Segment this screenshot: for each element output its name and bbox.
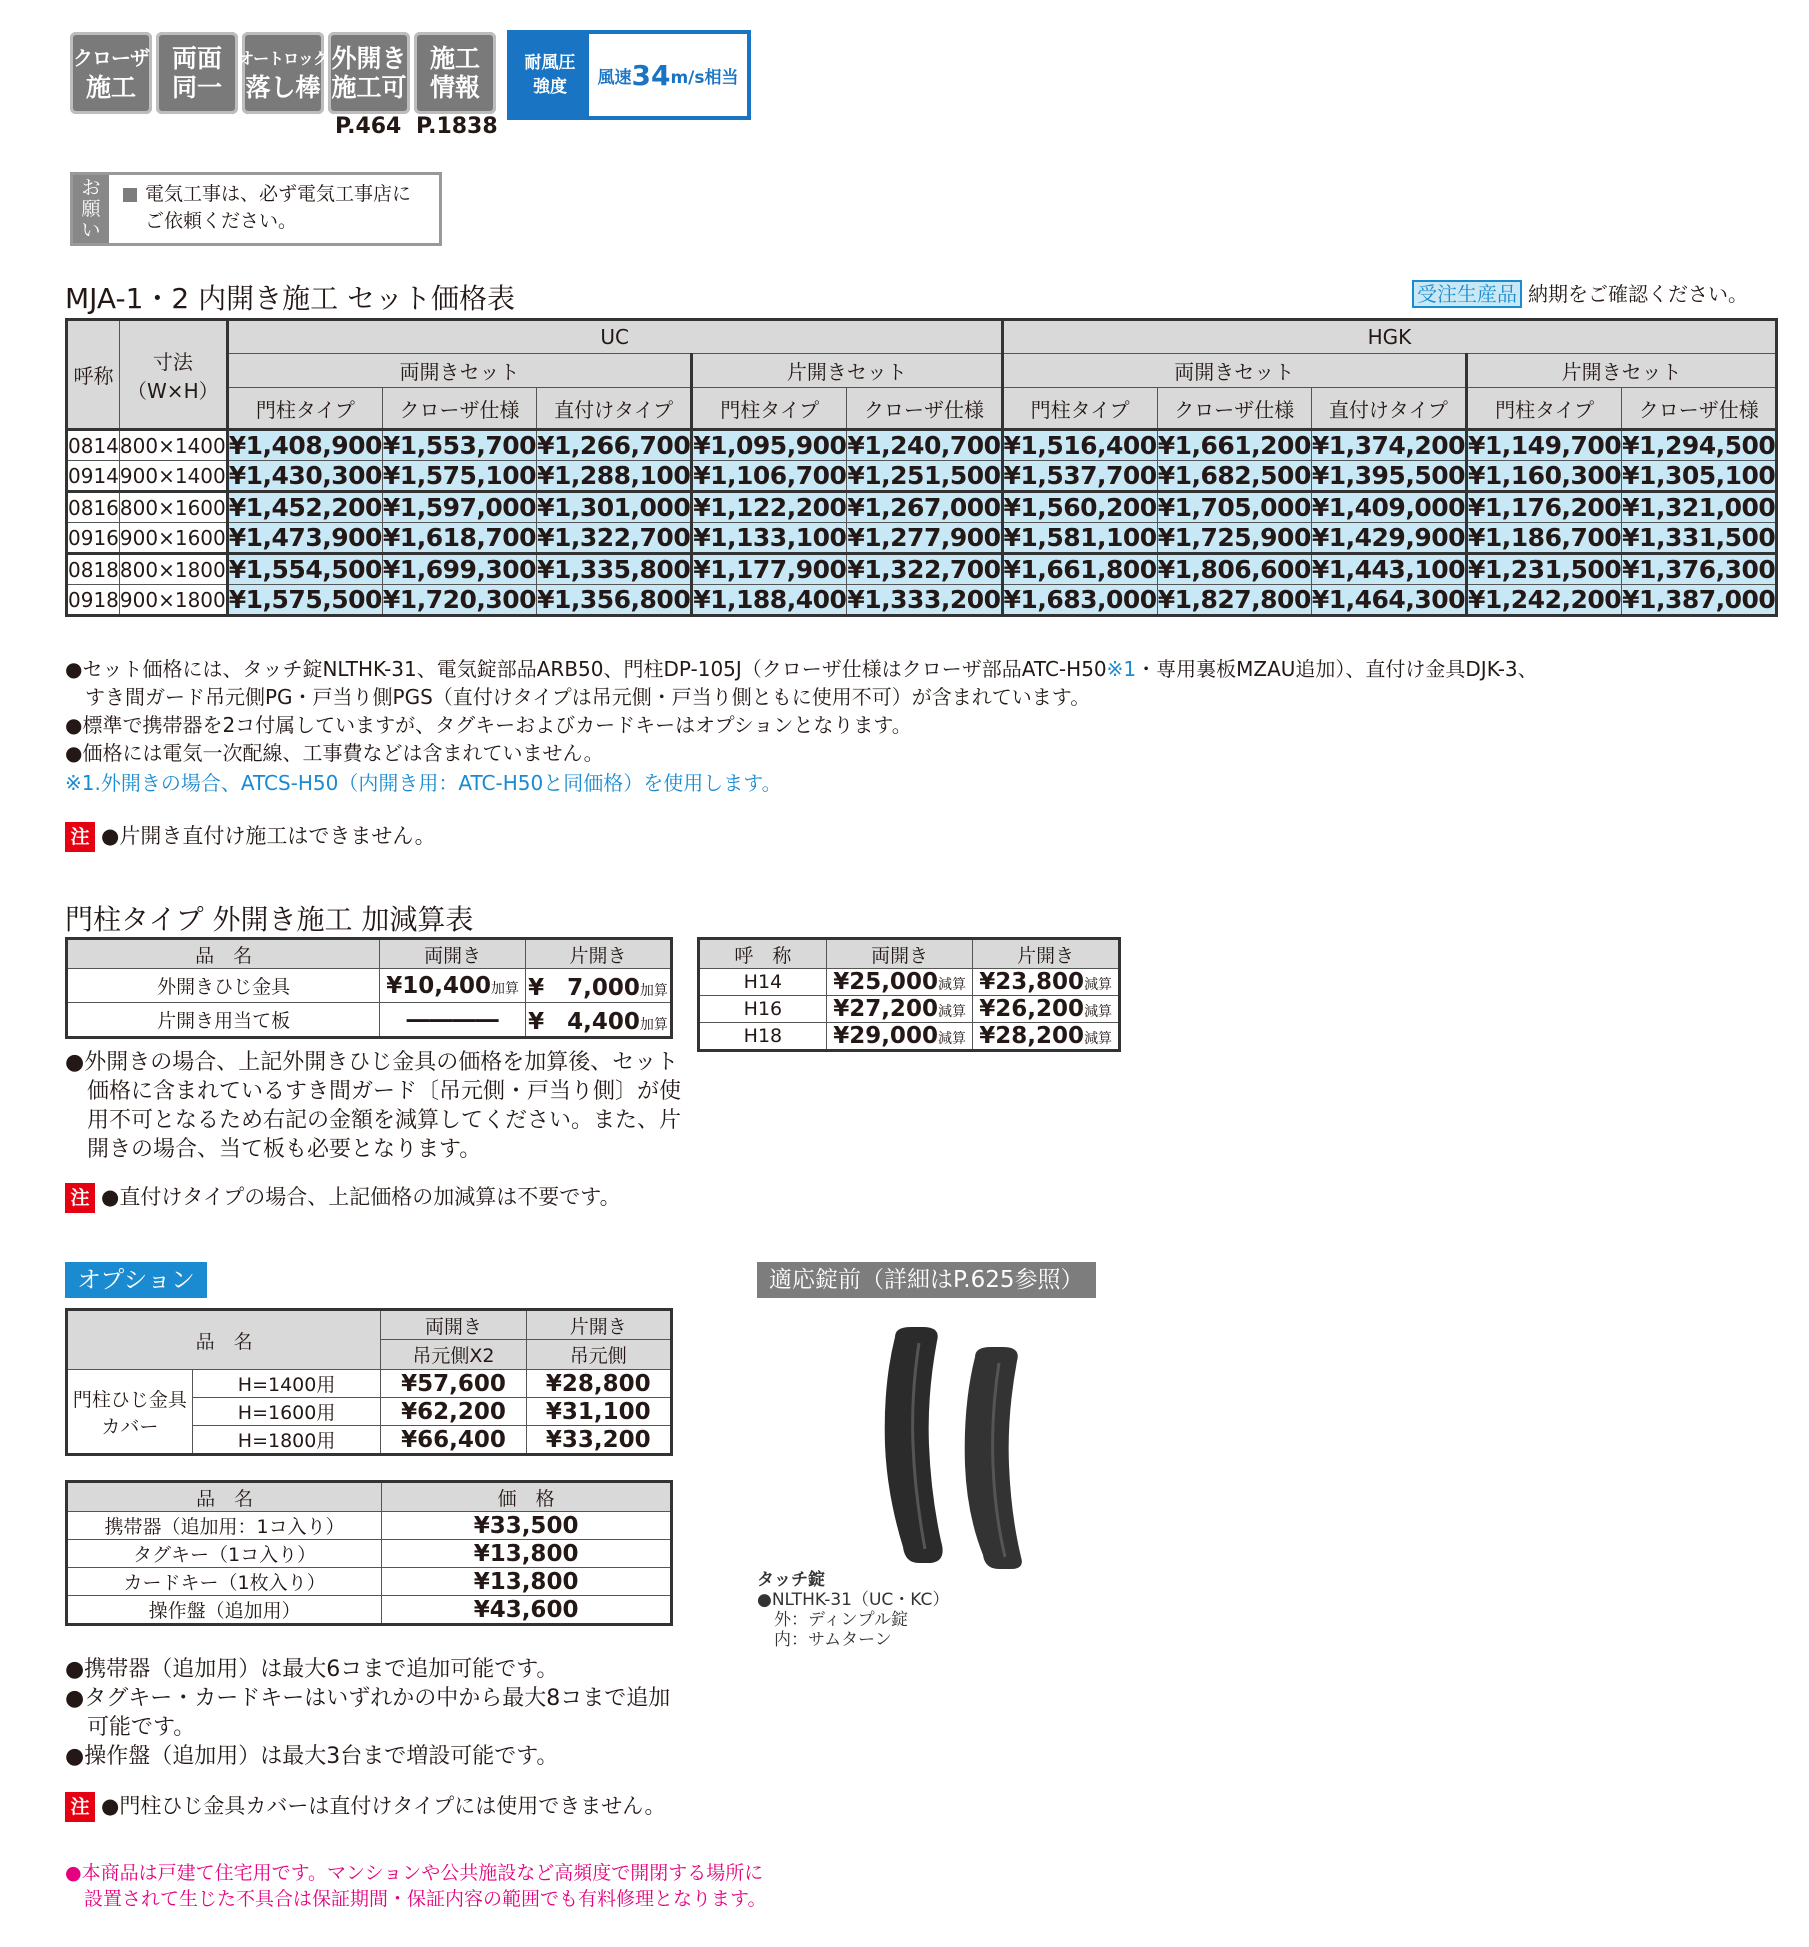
price-cell: ¥1,720,300 — [382, 585, 537, 614]
row-size: 900×1600 — [119, 523, 227, 554]
row-code: 0816 — [67, 492, 120, 523]
badge-both-sides: 両面 同一 — [156, 32, 238, 114]
price-cell: ¥1,095,900 — [693, 431, 847, 460]
header-uc: UC — [227, 320, 1002, 354]
table-row — [67, 1540, 672, 1568]
header-type: 門柱タイプ — [1002, 388, 1157, 430]
price-cell: ¥ 7,000加算 — [526, 969, 672, 1003]
price-cell: ¥13,800 — [382, 1568, 672, 1596]
price-cell: ¥29,000減算 — [826, 1023, 973, 1051]
set-price-table — [65, 318, 1778, 617]
price-cell: ¥1,473,900 — [228, 523, 382, 552]
request-notice — [70, 172, 442, 246]
price-cell: ¥1,554,500 — [228, 555, 382, 584]
option-cover-table: 品 名 両開き 片開き 吊元側X2 吊元側 門柱ひじ金具 カバー H=1400用 ¥57,600 ¥28,800 H=1600用 ¥62,200 ¥31,100 H=1800用 ¥66,400 ¥33,200 — [65, 1308, 673, 1456]
wind-resistance-badge — [507, 30, 751, 120]
cover-name: 門柱ひじ金具 カバー — [67, 1370, 193, 1455]
request-tag: お 願 い — [73, 175, 109, 243]
price-cell: ¥1,806,600 — [1157, 555, 1311, 584]
adjustment-table-title: 門柱タイプ 外開き施工 加減算表 — [65, 903, 474, 936]
header-uc-double: 両開きセット — [227, 354, 691, 388]
header-name: 呼称 — [67, 320, 120, 430]
price-cell: ¥1,661,200 — [1157, 431, 1311, 460]
price-cell: ¥1,699,300 — [382, 555, 537, 584]
price-cell: ¥1,149,700 — [1468, 431, 1622, 460]
price-cell: ¥1,553,700 — [382, 431, 537, 460]
price-cell: ¥25,000減算 — [826, 969, 973, 996]
header-hgk-single: 片開きセット — [1467, 354, 1777, 388]
price-cell: ¥1,242,200 — [1468, 585, 1622, 614]
price-cell: ¥1,376,300 — [1622, 555, 1776, 584]
price-cell: ¥26,200減算 — [973, 996, 1120, 1023]
price-cell: ¥1,335,800 — [537, 555, 691, 584]
price-cell: ¥1,106,700 — [693, 461, 847, 490]
made-to-order-badge: 受注生産品 — [1412, 280, 1522, 308]
header-type: 直付けタイプ — [1311, 388, 1466, 430]
price-cell: ¥1,322,700 — [537, 523, 691, 552]
adjustment-left-table: 品 名 両開き 片開き 外開きひじ金具 ¥10,400加算 ¥ 7,000加算 片開き用当て板 ―――― ¥ 4,400加算 — [65, 937, 673, 1039]
caution-tag: 注 — [65, 822, 95, 852]
table-row — [67, 585, 1777, 616]
price-cell: ¥1,277,900 — [847, 523, 1001, 552]
header-type: クローザ仕様 — [1157, 388, 1311, 430]
price-cell: ¥28,200減算 — [973, 1023, 1120, 1051]
badge-construction-info: 施工 情報 — [414, 32, 496, 114]
header-type: クローザ仕様 — [1622, 388, 1777, 430]
item-name: タグキー（1コ入り） — [67, 1540, 382, 1568]
price-cell: ¥1,305,100 — [1622, 461, 1776, 490]
price-cell: ¥1,240,700 — [847, 431, 1001, 460]
table-row — [67, 1370, 672, 1398]
header-size: 寸法 （W×H） — [119, 320, 227, 430]
cover-height: H=1800用 — [192, 1426, 380, 1455]
row-code: 0916 — [67, 523, 120, 554]
price-cell: ¥1,395,500 — [1311, 461, 1465, 490]
price-cell: ¥1,374,200 — [1311, 431, 1465, 460]
table-row — [67, 1568, 672, 1596]
price-cell: ¥1,267,000 — [847, 493, 1001, 522]
price-cell: ¥1,430,300 — [228, 461, 382, 490]
price-cell: ¥1,177,900 — [693, 555, 847, 584]
caution-single-direct: 注 ●片開き直付け施工はできません。 — [65, 820, 436, 852]
header-type: 直付けタイプ — [537, 388, 692, 430]
price-cell: ¥1,160,300 — [1468, 461, 1622, 490]
item-name: カードキー（1枚入り） — [67, 1568, 382, 1596]
price-cell: ―――― — [380, 1003, 526, 1038]
page-ref-1838[interactable]: P.1838 — [416, 114, 498, 139]
price-cell: ¥43,600 — [382, 1596, 672, 1625]
footer-warning: ●本商品は戸建て住宅用です。マンションや公共施設など高頻度で開閉する場所に 設置されて生じた不具合は保証期間・保証内容の範囲でも有料修理となります。 — [65, 1862, 767, 1910]
row-code: 0814 — [67, 430, 120, 461]
price-cell: ¥1,537,700 — [1003, 461, 1157, 490]
table-row — [67, 1512, 672, 1540]
price-cell: ¥1,188,400 — [693, 585, 847, 614]
wind-value: 風速 34 m/s相当 — [597, 58, 739, 92]
price-cell: ¥1,429,900 — [1311, 523, 1465, 552]
price-cell: ¥1,294,500 — [1622, 431, 1776, 460]
badge-closer: クローザ 施工 — [70, 32, 152, 114]
price-cell: ¥1,516,400 — [1003, 431, 1157, 460]
price-cell: ¥1,122,200 — [693, 493, 847, 522]
table-row — [67, 430, 1777, 461]
main-table-title: MJA-1・2 内開き施工 セット価格表 — [65, 282, 515, 315]
row-size: 900×1400 — [119, 461, 227, 492]
price-cell: ¥1,333,200 — [847, 585, 1001, 614]
row-code: 0918 — [67, 585, 120, 616]
price-cell: ¥10,400加算 — [380, 969, 526, 1003]
price-cell: ¥1,322,700 — [847, 555, 1001, 584]
price-cell: ¥1,464,300 — [1311, 585, 1465, 614]
touch-lock-handle-icon — [875, 1325, 1035, 1570]
wind-label: 耐風圧 強度 — [511, 34, 589, 116]
page-ref-464[interactable]: P.464 — [335, 114, 402, 139]
cover-height: H=1600用 — [192, 1398, 380, 1426]
item-name: H16 — [699, 996, 827, 1023]
header-type: クローザ仕様 — [847, 388, 1002, 430]
header-uc-single: 片開きセット — [692, 354, 1002, 388]
price-cell: ¥1,618,700 — [382, 523, 537, 552]
price-cell: ¥1,133,100 — [693, 523, 847, 552]
price-cell: ¥1,683,000 — [1003, 585, 1157, 614]
badge-autolock: オートロック 落し棒 — [242, 32, 324, 114]
price-cell: ¥33,200 — [526, 1426, 671, 1455]
price-cell: ¥1,331,500 — [1622, 523, 1776, 552]
badge-outward-opening: 外開き 施工可 — [328, 32, 410, 114]
header-hgk-double: 両開きセット — [1002, 354, 1466, 388]
table-row — [67, 554, 1777, 585]
item-name: H14 — [699, 969, 827, 996]
table-row — [67, 492, 1777, 523]
item-name: 携帯器（追加用：1コ入り） — [67, 1512, 382, 1540]
table-row — [67, 969, 672, 1003]
price-cell: ¥27,200減算 — [826, 996, 973, 1023]
price-cell: ¥1,597,000 — [382, 493, 537, 522]
price-cell: ¥1,575,500 — [228, 585, 382, 614]
header-type: クローザ仕様 — [382, 388, 536, 430]
price-cell: ¥1,408,900 — [228, 431, 382, 460]
item-name: 操作盤（追加用） — [67, 1596, 382, 1625]
price-cell: ¥1,387,000 — [1622, 585, 1776, 614]
price-cell: ¥33,500 — [382, 1512, 672, 1540]
lock-caption: タッチ錠 ●NLTHK-31（UC・KC） 外：ディンプル錠 内：サムターン — [757, 1570, 950, 1650]
table-row — [699, 996, 1120, 1023]
table-row — [67, 461, 1777, 492]
price-cell: ¥1,176,200 — [1468, 493, 1622, 522]
price-cell: ¥1,575,100 — [382, 461, 537, 490]
price-cell: ¥1,356,800 — [537, 585, 691, 614]
table-row — [67, 1596, 672, 1625]
row-size: 900×1800 — [119, 585, 227, 616]
header-type: 門柱タイプ — [227, 388, 382, 430]
item-name: H18 — [699, 1023, 827, 1051]
header-hgk: HGK — [1002, 320, 1777, 354]
table-row — [699, 969, 1120, 996]
compatible-lock-title: 適応錠前（詳細はP.625参照） — [757, 1262, 1096, 1298]
price-cell: ¥1,705,000 — [1157, 493, 1311, 522]
square-bullet-icon — [123, 188, 137, 202]
price-cell: ¥1,409,000 — [1311, 493, 1465, 522]
table-row — [699, 1023, 1120, 1051]
row-size: 800×1800 — [119, 554, 227, 585]
price-cell: ¥31,100 — [526, 1398, 671, 1426]
option-title: オプション — [65, 1262, 207, 1298]
price-cell: ¥1,321,000 — [1622, 493, 1776, 522]
price-cell: ¥1,288,100 — [537, 461, 691, 490]
price-cell: ¥57,600 — [381, 1370, 526, 1398]
header-type: 門柱タイプ — [1467, 388, 1622, 430]
row-size: 800×1400 — [119, 430, 227, 461]
row-code: 0914 — [67, 461, 120, 492]
price-cell: ¥1,661,800 — [1003, 555, 1157, 584]
price-cell: ¥62,200 — [381, 1398, 526, 1426]
cover-height: H=1400用 — [192, 1370, 380, 1398]
caution-cover: 注 ●門柱ひじ金具カバーは直付けタイプには使用できません。 — [65, 1790, 666, 1822]
table-row — [67, 1003, 672, 1038]
request-text: 電気工事は、必ず電気工事店に ご依頼ください。 — [123, 181, 411, 235]
price-cell: ¥1,452,200 — [228, 493, 382, 522]
price-cell: ¥1,266,700 — [537, 431, 691, 460]
price-cell: ¥13,800 — [382, 1540, 672, 1568]
price-cell: ¥1,682,500 — [1157, 461, 1311, 490]
item-name: 外開きひじ金具 — [67, 969, 380, 1003]
price-cell: ¥1,725,900 — [1157, 523, 1311, 552]
price-cell: ¥ 4,400加算 — [526, 1003, 672, 1038]
row-size: 800×1600 — [119, 492, 227, 523]
caution-direct-type: 注 ●直付けタイプの場合、上記価格の加減算は不要です。 — [65, 1181, 621, 1213]
price-cell: ¥28,800 — [526, 1370, 671, 1398]
price-cell: ¥23,800減算 — [973, 969, 1120, 996]
price-cell: ¥1,581,100 — [1003, 523, 1157, 552]
made-to-order-note: 受注生産品 納期をご確認ください。 — [1412, 278, 1748, 307]
adjustment-notes: ●外開きの場合、上記外開きひじ金具の価格を加算後、セット 価格に含まれているすき間ガード〔吊元側・戸当り側〕が使 用不可となるため右記の金額を減算してください。また、片 開きの場合、当て板も必要となります。 — [65, 1050, 682, 1162]
price-cell: ¥1,443,100 — [1311, 555, 1465, 584]
price-cell: ¥66,400 — [381, 1426, 526, 1455]
price-cell: ¥1,186,700 — [1468, 523, 1622, 552]
table-row — [67, 523, 1777, 554]
price-cell: ¥1,301,000 — [537, 493, 691, 522]
item-name: 片開き用当て板 — [67, 1003, 380, 1038]
price-cell: ¥1,231,500 — [1468, 555, 1622, 584]
main-notes: ●セット価格には、タッチ錠NLTHK-31、電気錠部品ARB50、門柱DP-105J（クローザ仕様はクローザ部品ATC-H50※1・専用裏板MZAU追加）、直付け金具DJK-3、 すき間ガード吊元側PG・戸当り側PGS（直付けタイプは吊元側・戸当り側ともに使用不可）が含まれています。 ●標準で携帯器を2コ付属していますが、タグキーおよびカードキーはオプションとなります。 ●価格には電気一次配線、工事費などは含まれていません。 ※1.外開きの場合、ATCS-H50（内開き用：ATC-H50と同価格）を使用します。 — [65, 657, 1538, 795]
price-cell: ¥1,560,200 — [1003, 493, 1157, 522]
option-notes: ●携帯器（追加用）は最大6コまで追加可能です。 ●タグキー・カードキーはいずれかの中から最大8コまで追加 可能です。 ●操作盤（追加用）は最大3台まで増設可能です。 — [65, 1657, 671, 1769]
adjustment-right-table: 呼 称 両開き 片開き H14 ¥25,000減算 ¥23,800減算 H16 ¥27,200減算 ¥26,200減算 H18 ¥29,000減算 ¥28,200減算 — [697, 937, 1121, 1052]
option-accessory-table: 品 名 価 格 携帯器（追加用：1コ入り） ¥33,500 タグキー（1コ入り） ¥13,800 カードキー（1枚入り） ¥13,800 操作盤（追加用） ¥43,600 — [65, 1480, 673, 1626]
price-cell: ¥1,827,800 — [1157, 585, 1311, 614]
header-type: 門柱タイプ — [692, 388, 847, 430]
price-cell: ¥1,251,500 — [847, 461, 1001, 490]
row-code: 0818 — [67, 554, 120, 585]
